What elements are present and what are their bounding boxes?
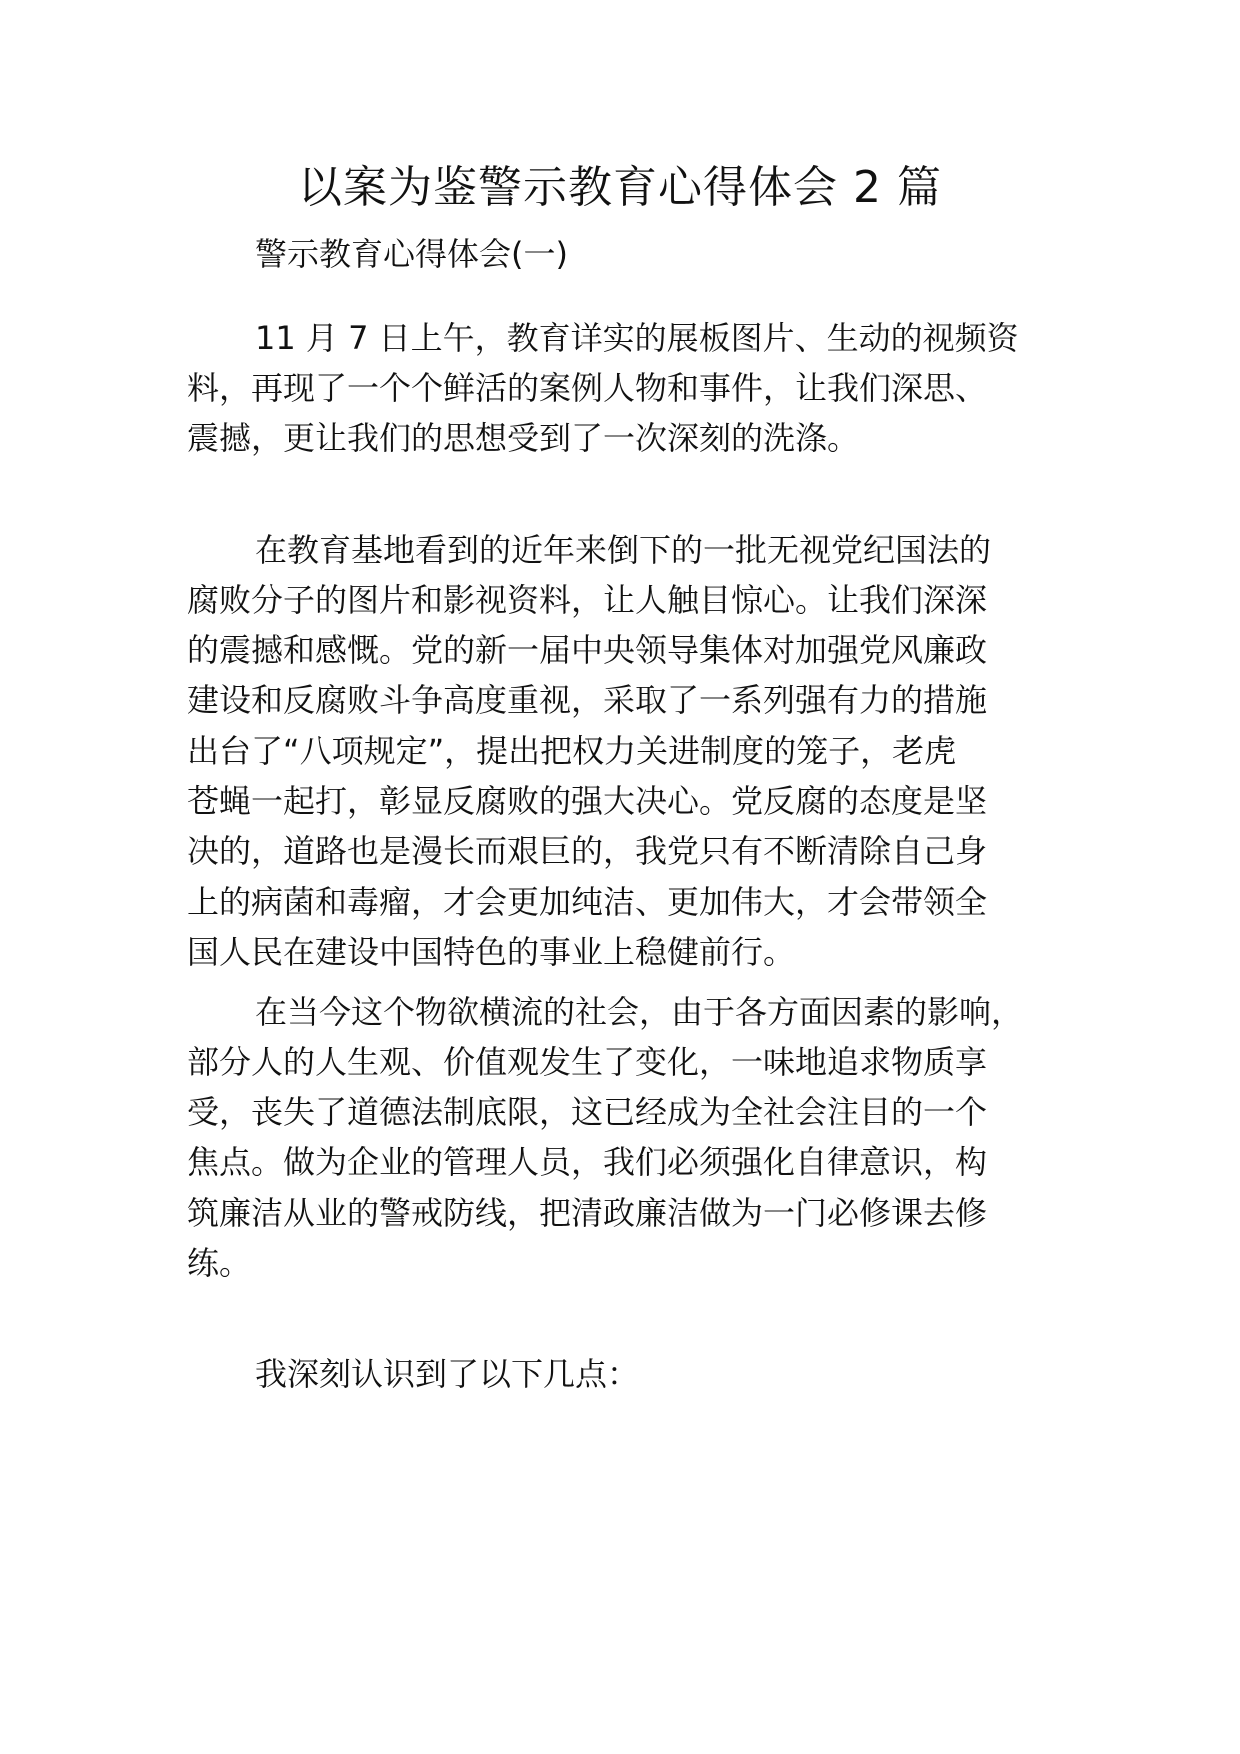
document-title: 以案为鉴警示教育心得体会 2 篇 xyxy=(298,162,942,213)
paragraph-3-line-2: 部分人的人生观、价值观发生了变化，一味地追求物质享 xyxy=(187,1043,988,1081)
paragraph-2-line-5: 出台了“八项规定”，提出把权力关进制度的笼子，老虎 xyxy=(187,732,957,770)
paragraph-2-line-1: 在教育基地看到的近年来倒下的一批无视党纪国法的 xyxy=(255,531,992,569)
paragraph-1-line-1: 11 月 7 日上午，教育详实的展板图片、生动的视频资 xyxy=(255,319,1019,357)
paragraph-3-line-4: 焦点。做为企业的管理人员，我们必须强化自律意识，构 xyxy=(187,1143,988,1181)
paragraph-2-line-2: 腐败分子的图片和影视资料，让人触目惊心。让我们深深 xyxy=(187,581,988,619)
paragraph-2-line-3: 的震撼和感慨。党的新一届中央领导集体对加强党风廉政 xyxy=(187,631,988,669)
paragraph-2-line-8: 上的病菌和毒瘤，才会更加纯洁、更加伟大，才会带领全 xyxy=(187,883,988,921)
paragraph-4-line-1: 我深刻认识到了以下几点： xyxy=(255,1355,640,1393)
paragraph-1-line-2: 料，再现了一个个鲜活的案例人物和事件，让我们深思、 xyxy=(187,369,988,407)
paragraph-1-line-3: 震撼，更让我们的思想受到了一次深刻的洗涤。 xyxy=(187,419,860,457)
paragraph-3-line-3: 受，丧失了道德法制底限，这已经成为全社会注目的一个 xyxy=(187,1093,988,1131)
paragraph-3-line-6: 练。 xyxy=(187,1244,252,1282)
paragraph-2-line-4: 建设和反腐败斗争高度重视，采取了一系列强有力的措施 xyxy=(187,681,988,719)
paragraph-2-line-9: 国人民在建设中国特色的事业上稳健前行。 xyxy=(187,933,796,971)
paragraph-3-line-5: 筑廉洁从业的警戒防线，把清政廉洁做为一门必修课去修 xyxy=(187,1194,988,1232)
paragraph-2-line-7: 决的，道路也是漫长而艰巨的，我党只有不断清除自己身 xyxy=(187,832,988,870)
paragraph-3-line-1: 在当今这个物欲横流的社会，由于各方面因素的影响， xyxy=(255,993,1024,1031)
section-heading: 警示教育心得体会(一) xyxy=(255,235,568,273)
paragraph-2-line-6: 苍蝇一起打，彰显反腐败的强大决心。党反腐的态度是坚 xyxy=(187,782,988,820)
